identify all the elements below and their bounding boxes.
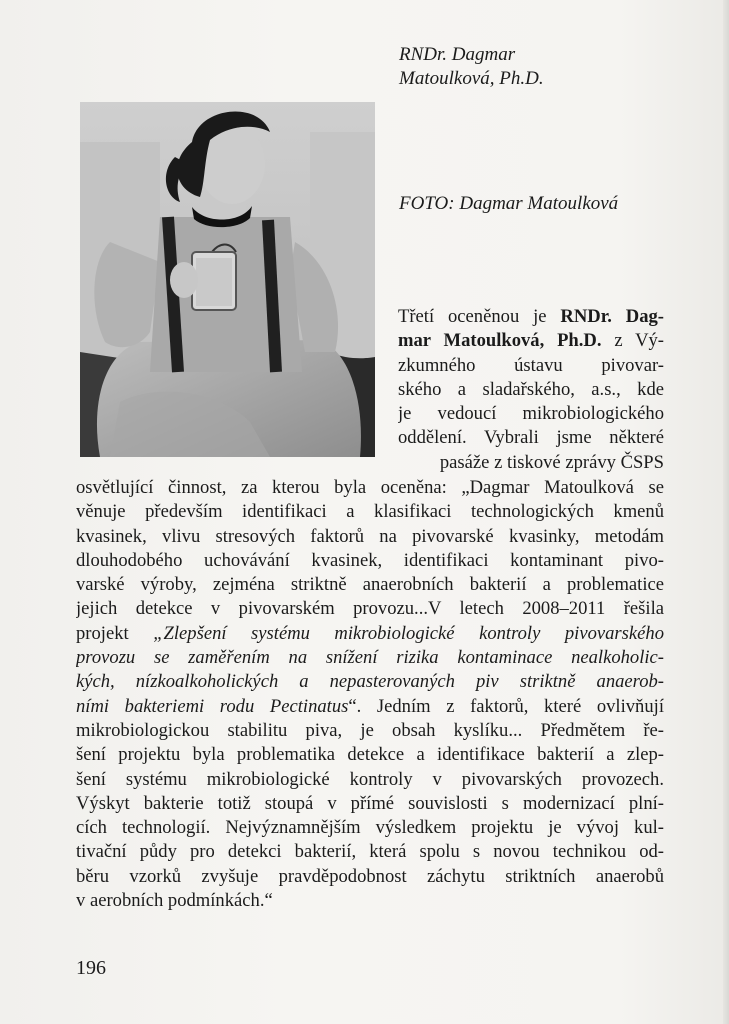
main-paragraph	[76, 476, 664, 913]
text-line: mar Matoulková, Ph.D. z Vý-	[398, 330, 664, 352]
text-line: provozu se zaměřením na snížení rizika kontaminace nealkoholic-	[76, 647, 664, 669]
page-number: 196	[76, 957, 106, 979]
text-line: věnuje především identifikaci a klasifikaci technologických kmenů	[76, 501, 664, 523]
text-line: zkumného ústavu pivovar-	[398, 354, 664, 376]
text-line: kých, nízkoalkoholických a nepasterovaných piv striktně anaerob-	[76, 671, 664, 693]
woman-in-folk-dress-photo-icon	[80, 102, 375, 457]
text-line: mikrobiologickou stabilitu piva, je obsah kyslíku... Předmětem ře-	[76, 719, 664, 741]
text-line: běru vzorků zvyšuje pravděpodobnost záchytu striktních anaerobů	[76, 865, 664, 887]
text-line: cích technologií. Nejvýznamnějším výsledkem projektu je vývoj kul-	[76, 817, 664, 839]
text-line: pasáže z tiskové zprávy ČSPS	[439, 451, 664, 473]
text-line: varské výroby, zejména striktně anaerobních bakterií a problematice	[76, 574, 664, 596]
page-edge	[723, 0, 729, 1024]
photo-credit: FOTO: Dagmar Matoulková	[399, 193, 619, 214]
side-paragraph	[398, 305, 664, 475]
text-line: osvětlující činnost, za kterou byla oceněna: „Dagmar Matoulková se	[76, 477, 664, 498]
text-line: kvasinek, vlivu stresových faktorů na pivovarské kvasinky, metodám	[76, 525, 664, 547]
text-line: oddělení. Vybrali jsme některé	[398, 427, 664, 449]
text-line: projekt „Zlepšení systému mikrobiologické kontroly pivovarského	[76, 622, 664, 644]
text-line: ními bakteriemi rodu Pectinatus“. Jedním z faktorů, které ovlivňují	[76, 695, 664, 717]
text-line: Třetí oceněnou je RNDr. Dag-	[398, 306, 664, 327]
photo-caption	[399, 43, 699, 91]
caption-line: RNDr. Dagmar	[399, 44, 516, 65]
text-line: ského a sladařského, a.s., kde	[398, 378, 664, 400]
text-line: jejich detekce v pivovarském provozu...V letech 2008–2011 řešila	[76, 598, 664, 620]
text-line: Výskyt bakterie totiž stoupá v přímé souvislosti s modernizací plní-	[76, 792, 664, 814]
text-line: šení systému mikrobiologické kontroly v pivovarských provozech.	[76, 768, 664, 790]
text-line: v aerobních podmínkách.“	[76, 890, 273, 912]
caption-line: Matoulková, Ph.D.	[399, 68, 544, 89]
text-line: dlouhodobého uchovávání kvasinek, identifikaci kontaminant pivo-	[76, 549, 664, 571]
text-line: tivační půdy pro detekci bakterií, která spolu s novou technikou od-	[76, 841, 664, 863]
text-line: je vedoucí mikrobiologického	[398, 403, 664, 425]
text-line: šení projektu byla problematika detekce a identifikace bakterií a zlep-	[76, 744, 664, 766]
portrait-photo	[80, 102, 375, 457]
